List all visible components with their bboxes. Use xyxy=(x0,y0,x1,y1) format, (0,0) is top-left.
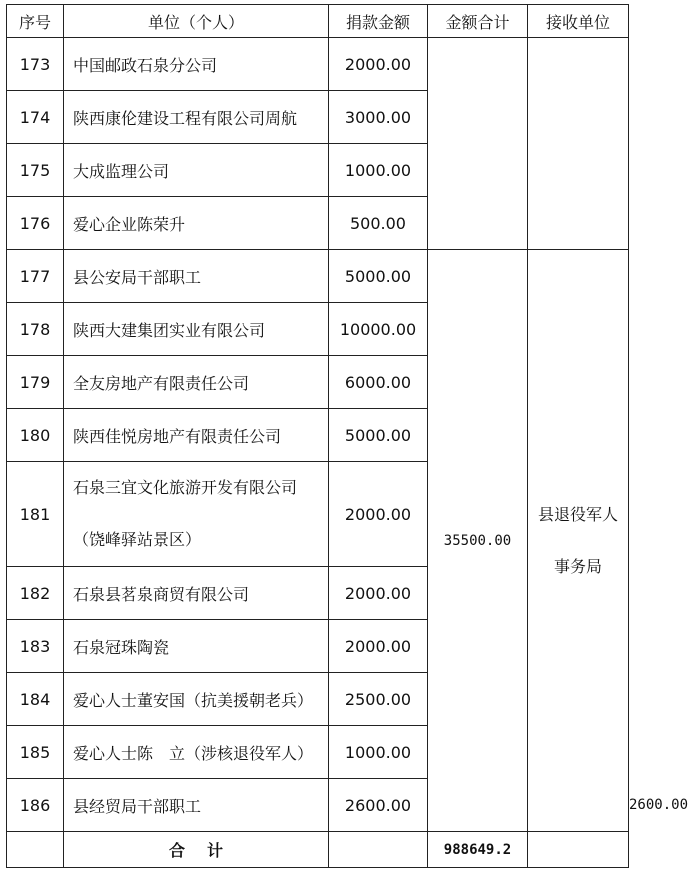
unit-cell: 中国邮政石泉分公司 xyxy=(64,38,329,91)
header-receiver: 接收单位 xyxy=(528,5,629,38)
receiver-cell-group-1 xyxy=(528,38,629,250)
seq-cell: 180 xyxy=(7,409,64,462)
seq-cell: 182 xyxy=(7,567,64,620)
amount-cell: 6000.00 xyxy=(329,356,428,409)
total-receiver-cell xyxy=(528,832,629,868)
unit-line-2: （饶峰驿站景区） xyxy=(73,530,202,549)
seq-cell: 173 xyxy=(7,38,64,91)
header-unit: 单位（个人） xyxy=(64,5,329,38)
seq-cell: 186 xyxy=(7,779,64,832)
unit-cell: 石泉冠珠陶瓷 xyxy=(64,620,329,673)
header-amount: 捐款金额 xyxy=(329,5,428,38)
amount-cell: 5000.00 xyxy=(329,250,428,303)
amount-cell: 2000.00 xyxy=(329,567,428,620)
unit-cell: 县公安局干部职工 xyxy=(64,250,329,303)
amount-cell: 2000.00 xyxy=(329,38,428,91)
unit-cell xyxy=(64,462,329,567)
amount-cell: 2000.00 xyxy=(329,462,428,567)
receiver-line-1: 县退役军人 xyxy=(537,504,618,524)
seq-cell: 174 xyxy=(7,91,64,144)
amount-cell: 2600.00 xyxy=(329,779,428,832)
amount-cell: 2000.00 xyxy=(329,620,428,673)
seq-cell: 177 xyxy=(7,250,64,303)
subtotal-cell-group-2: 35500.00 xyxy=(428,250,528,832)
unit-cell: 县经贸局干部职工 xyxy=(64,779,329,832)
total-row xyxy=(7,832,629,868)
table-row: 186 县经贸局干部职工 2600.00 2600.00 xyxy=(7,779,629,832)
unit-cell: 全友房地产有限责任公司 xyxy=(64,356,329,409)
seq-cell: 184 xyxy=(7,673,64,726)
receiver-line-2: 事务局 xyxy=(553,556,602,576)
table-row xyxy=(7,38,629,91)
header-seq: 序号 xyxy=(7,5,64,38)
unit-cell: 大成监理公司 xyxy=(64,144,329,197)
unit-line-1: 石泉三宜文化旅游开发有限公司 xyxy=(73,478,298,497)
unit-cell: 陕西佳悦房地产有限责任公司 xyxy=(64,409,329,462)
amount-cell: 1000.00 xyxy=(329,144,428,197)
amount-cell: 500.00 xyxy=(329,197,428,250)
unit-cell: 爱心人士陈 立（涉核退役军人） xyxy=(64,726,329,779)
total-label: 合计 xyxy=(64,832,329,868)
unit-cell: 石泉县茗泉商贸有限公司 xyxy=(64,567,329,620)
seq-cell: 185 xyxy=(7,726,64,779)
seq-cell: 183 xyxy=(7,620,64,673)
amount-cell: 1000.00 xyxy=(329,726,428,779)
unit-cell: 陕西大建集团实业有限公司 xyxy=(64,303,329,356)
table-row xyxy=(7,250,629,303)
total-value: 988649.2 xyxy=(428,832,528,868)
seq-cell: 175 xyxy=(7,144,64,197)
seq-cell: 181 xyxy=(7,462,64,567)
seq-cell: 179 xyxy=(7,356,64,409)
subtotal-cell-group-1 xyxy=(428,38,528,250)
unit-cell: 陕西康伦建设工程有限公司周航 xyxy=(64,91,329,144)
header-row xyxy=(7,5,629,38)
amount-cell: 5000.00 xyxy=(329,409,428,462)
header-subtotal: 金额合计 xyxy=(428,5,528,38)
seq-cell: 176 xyxy=(7,197,64,250)
amount-cell: 2500.00 xyxy=(329,673,428,726)
amount-cell: 3000.00 xyxy=(329,91,428,144)
donation-table xyxy=(6,4,688,868)
seq-cell: 178 xyxy=(7,303,64,356)
receiver-cell-group-2 xyxy=(528,250,629,832)
total-seq-cell xyxy=(7,832,64,868)
unit-cell: 爱心企业陈荣升 xyxy=(64,197,329,250)
amount-cell: 10000.00 xyxy=(329,303,428,356)
total-amount-cell xyxy=(329,832,428,868)
unit-cell: 爱心人士董安国（抗美援朝老兵） xyxy=(64,673,329,726)
